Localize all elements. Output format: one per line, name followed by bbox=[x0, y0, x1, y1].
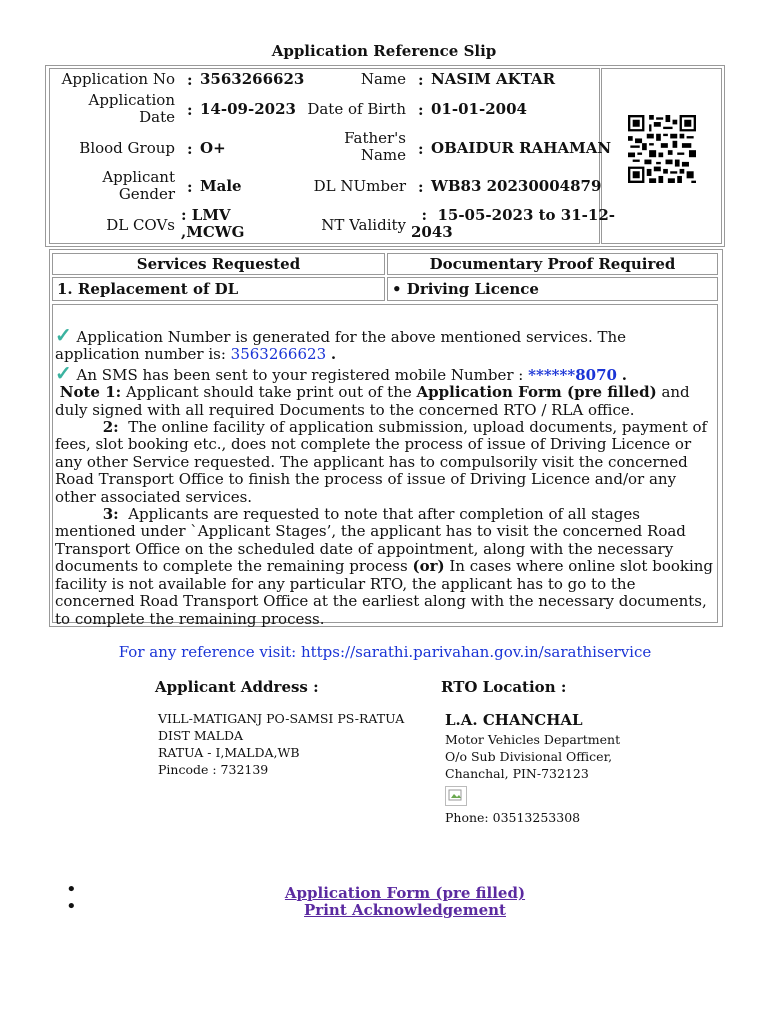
app-no-value: 3563266623 bbox=[200, 70, 305, 88]
dob-value: 01-01-2004 bbox=[431, 100, 527, 118]
colon: : bbox=[187, 71, 193, 89]
colon: : bbox=[187, 178, 193, 196]
rto-phone: Phone: 03513253308 bbox=[445, 810, 581, 825]
qr-cell bbox=[601, 68, 722, 244]
checkmark-icon: ✓ bbox=[55, 360, 72, 385]
cov-label: DL COVs bbox=[106, 216, 175, 234]
gender-label: Applicant Gender bbox=[102, 168, 175, 203]
proof-header: Documentary Proof Required bbox=[387, 253, 718, 275]
father-value: OBAIDUR RAHAMAN bbox=[431, 139, 612, 157]
name-label: Name bbox=[360, 70, 406, 88]
father-label: Father's Name bbox=[344, 129, 406, 164]
reference-link[interactable]: For any reference visit: https://sarathi.parivahan.gov.in/sarathiservice bbox=[118, 643, 652, 661]
name-value: NASIM AKTAR bbox=[431, 70, 556, 88]
page-title: Application Reference Slip bbox=[271, 42, 497, 60]
blood-label: Blood Group bbox=[79, 139, 175, 157]
applicant-address: VILL-MATIGANJ PO-SAMSI PS-RATUA DIST MALDA RATUA - I,MALDA,WB Pincode : 732139 bbox=[158, 711, 405, 777]
app-date-label: Application Date bbox=[88, 91, 175, 126]
app-date-value: 14-09-2023 bbox=[200, 100, 296, 118]
nt-label: NT Validity bbox=[321, 216, 406, 234]
application-number-highlight: 3563266623 bbox=[230, 345, 327, 364]
dl-value: WB83 20230004879 bbox=[431, 177, 602, 195]
dob-label: Date of Birth bbox=[307, 100, 406, 118]
colon: : bbox=[418, 101, 424, 119]
broken-image-icon bbox=[445, 786, 467, 806]
application-form-link[interactable]: Application Form (pre filled) bbox=[284, 884, 526, 902]
proof-row: • Driving Licence bbox=[387, 277, 718, 301]
rto-name: L.A. CHANCHAL bbox=[445, 711, 583, 729]
dl-label: DL NUmber bbox=[313, 177, 406, 195]
colon: : bbox=[418, 140, 424, 158]
nt-value: : 15-05-2023 to 31-12- 2043 bbox=[411, 206, 615, 241]
cov-value: : LMV ,MCWG bbox=[181, 206, 245, 241]
service-row: 1. Replacement of DL bbox=[52, 277, 385, 301]
gender-value: Male bbox=[200, 177, 242, 195]
messages-text: ✓ Application Number is generated for the above mentioned services. The application number is: 3563266623 . ✓ An SMS has been sent to your registered mobile Number : ******8070 . Note 1: Applicant should take print out of the Application Form (pre filled) and duly signed with all required Documents to the concerned RTO / RLA office. 2: The online facility of application submission, upload documents, payment of fees, slot booking etc., does not complete the process of issue of Driving Licence or any other Service requested. The applicant has to compulsorily visit the concerned Road Transport Office to finish the process of issue of Driving Licence and/or any other associated services. 3: Applicants are requested to note that after completion of all stages mentioned under `Applicant Stages’, the applicant has to visit the concerned Road Transport Office on the scheduled date of appointment, along with the necessary documents to complete the remaining process (or) In cases where online slot booking facility is not available for any particular RTO, the applicant has to go to the concerned Road Transport Office at the earliest along with the necessary documents, to complete the remaining process. bbox=[55, 323, 714, 628]
qr-code bbox=[626, 115, 698, 183]
rto-address: Motor Vehicles Department O/o Sub Divisional Officer, Chanchal, PIN-732123 bbox=[445, 732, 621, 781]
address-heading: Applicant Address : bbox=[155, 678, 319, 696]
colon: : bbox=[187, 140, 193, 158]
colon: : bbox=[418, 71, 424, 89]
colon: : bbox=[187, 101, 193, 119]
checkmark-icon: ✓ bbox=[55, 323, 72, 347]
print-acknowledgement-link[interactable]: Print Acknowledgement bbox=[304, 901, 506, 919]
app-no-label: Application No bbox=[61, 70, 175, 88]
services-header: Services Requested bbox=[52, 253, 385, 275]
bullet: • bbox=[66, 879, 77, 900]
rto-heading: RTO Location : bbox=[441, 678, 567, 696]
mobile-number: ******8070 bbox=[528, 365, 617, 384]
bullet: • bbox=[66, 896, 77, 917]
colon: : bbox=[418, 178, 424, 196]
blood-value: O+ bbox=[200, 139, 226, 157]
